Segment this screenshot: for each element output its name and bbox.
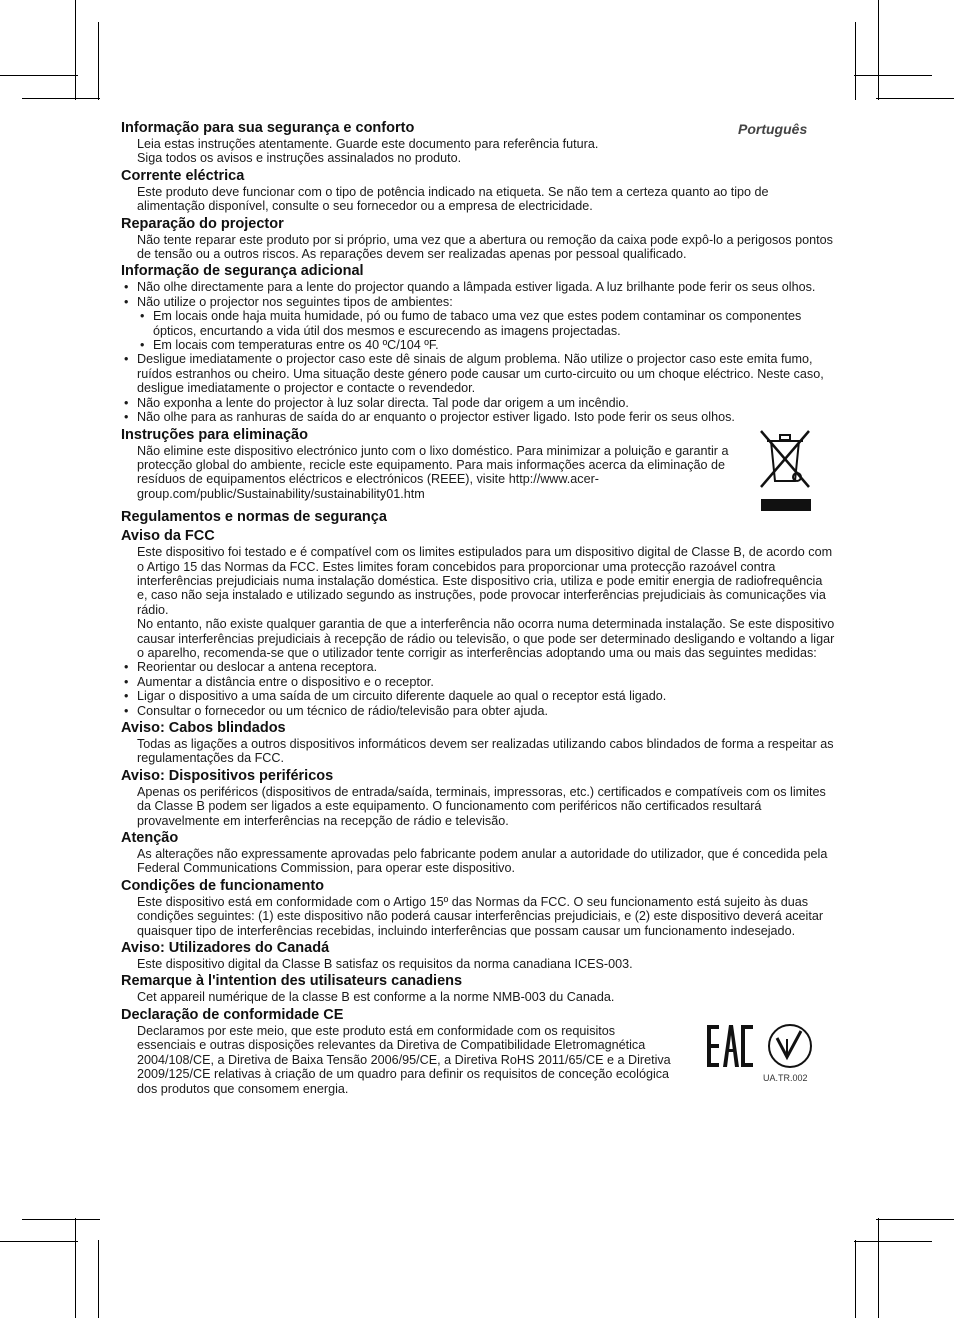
list-item: • Consultar o fornecedor ou um técnico de rádio/televisão para obter ajuda. bbox=[121, 704, 835, 718]
section-caution bbox=[121, 830, 835, 876]
list-item: • Não olhe directamente para a lente do projector quando a lâmpada estiver ligada. A luz brilhante pode ferir os seus olhos. bbox=[121, 280, 835, 294]
list-item: • Ligar o dispositivo a uma saída de um circuito diferente daquele ao qual o receptor está ligado. bbox=[121, 689, 835, 703]
section-title: Aviso: Dispositivos periféricos bbox=[121, 767, 334, 784]
section-shielded-cables bbox=[121, 720, 835, 766]
section-peripherals bbox=[121, 768, 835, 828]
paragraph: Siga todos os avisos e instruções assinalados no produto. bbox=[137, 151, 462, 166]
section-title: Remarque à l'intention des utilisateurs canadiens bbox=[121, 973, 463, 990]
crop-mark bbox=[0, 75, 78, 76]
list-item: • Não olhe para as ranhuras de saída do ar enquanto o projector estiver ligado. Isto pode ferir os seus olhos. bbox=[121, 410, 835, 424]
crop-mark bbox=[75, 1218, 76, 1318]
paragraph: Declaramos por este meio, que este produto está em conformidade com os requisitos essenciais e outras disposições relevantes da Diretiva de Compatibilidade Eletromagnética 2004/108/CE, a Diretiva de Baixa Tensão 2006/95/CE, a Diretiva RoHS 2011/65/CE e a Diretiva 2009/125/CE relativas à criação de um quadro para definir os requisitos de conceção ecológica dos produtos que consomem energia. bbox=[137, 1023, 671, 1096]
crop-mark bbox=[22, 1219, 100, 1220]
section-additional-safety bbox=[121, 263, 835, 424]
bullet-list bbox=[121, 280, 835, 424]
paragraph: No entanto, não existe qualquer garantia de que a interferência não ocorra numa determinada instalação. Se este dispositivo causar interferências prejudiciais à recepção de rádio ou televisão, o que pode ser determinado desligando e voltando a ligar o aparelho, recomenda-se que o utilizador tente corrigir as interferências adoptando uma ou mais das seguintes medidas: bbox=[137, 617, 835, 660]
ua-conformity-mark-icon bbox=[767, 1023, 813, 1069]
section-title: Informação de segurança adicional bbox=[121, 263, 364, 280]
paragraph: Todas as ligações a outros dispositivos informáticos devem ser realizadas utilizando cabos blindados de forma a respeitar as regulamentações da FCC. bbox=[137, 737, 834, 766]
document-body bbox=[121, 118, 835, 1096]
crop-mark bbox=[98, 22, 99, 100]
list-item: • Reorientar ou deslocar a antena receptora. bbox=[121, 660, 835, 674]
crop-mark bbox=[22, 98, 100, 99]
list-item: • Não exponha a lente do projector à luz solar directa. Tal pode dar origem a um incêndio. bbox=[121, 396, 835, 410]
weee-crossed-bin-icon bbox=[757, 427, 813, 513]
section-title: Reparação do projector bbox=[121, 215, 284, 232]
list-item: • Não utilize o projector nos seguintes tipos de ambientes: bbox=[121, 295, 835, 309]
paragraph: Este dispositivo digital da Classe B satisfaz os requisitos da norma canadiana ICES-003. bbox=[137, 957, 633, 972]
section-ce-declaration bbox=[121, 1007, 835, 1096]
crop-mark bbox=[0, 1241, 78, 1242]
bullet-list bbox=[121, 660, 835, 718]
crop-mark bbox=[98, 1240, 99, 1318]
section-title: Aviso da FCC bbox=[121, 528, 215, 545]
section-title: Instruções para eliminação bbox=[121, 426, 308, 443]
crop-mark bbox=[876, 98, 954, 99]
section-repair bbox=[121, 216, 835, 262]
section-title: Informação para sua segurança e conforto bbox=[121, 120, 415, 136]
section-canada bbox=[121, 940, 835, 971]
section-safety bbox=[121, 120, 835, 166]
section-power bbox=[121, 168, 835, 214]
section-title: Regulamentos e normas de segurança bbox=[121, 509, 387, 526]
paragraph: Não elimine este dispositivo electrónico junto com o lixo doméstico. Para minimizar a poluição e garantir a protecção global do ambiente, recicle este equipamento. Para mais informações acerca da eliminação de resíduos de equipamentos eléctricos e electrónicos (REEE), visite http://www.acer-group.com/public/Sustainability/sustainability01.htm bbox=[137, 443, 729, 501]
section-title: Atenção bbox=[121, 830, 179, 847]
crop-mark bbox=[854, 1241, 932, 1242]
section-disposal bbox=[121, 427, 835, 502]
crop-mark bbox=[876, 1219, 954, 1220]
paragraph: Cet appareil numérique de la classe B est conforme a la norme NMB-003 du Canada. bbox=[137, 990, 615, 1005]
paragraph: Este produto deve funcionar com o tipo de potência indicado na etiqueta. Se não tem a certeza quanto ao tipo de alimentação disponível, consulte o seu fornecedor ou a empresa de electricidade. bbox=[137, 184, 769, 214]
list-item: • Em locais com temperaturas entre os 40 ºC/104 ºF. bbox=[121, 338, 835, 352]
section-title: Declaração de conformidade CE bbox=[121, 1006, 344, 1023]
paragraph: Apenas os periféricos (dispositivos de entrada/saída, terminais, impressoras, etc.) certificados e compatíveis com os limites da Classe B podem ser ligados a este equipamento. O funcionamento com periféricos não certificados resultará provavelmente em interferências na recepção de rádio e televisão. bbox=[137, 784, 826, 828]
ua-mark-label: UA.TR.002 bbox=[763, 1072, 808, 1083]
list-item: • Desligue imediatamente o projector caso este dê sinais de algum problema. Não utilize o projector caso este emita fumo, ruídos estranhos ou cheiro. Uma situação deste género pode causar um curto-circuito ou um choque eléctrico. Neste caso, desligue imediatamente o projector e contacte o revendedor. bbox=[121, 352, 835, 395]
eac-mark-icon bbox=[705, 1021, 755, 1071]
section-title: Aviso: Cabos blindados bbox=[121, 720, 286, 736]
crop-mark bbox=[878, 1218, 879, 1318]
paragraph: Leia estas instruções atentamente. Guarde este documento para referência futura. bbox=[137, 137, 599, 151]
section-fcc bbox=[121, 528, 835, 718]
section-title: Corrente eléctrica bbox=[121, 167, 245, 184]
crop-mark bbox=[878, 0, 879, 100]
crop-mark bbox=[855, 22, 856, 100]
crop-mark bbox=[855, 1240, 856, 1318]
paragraph: Não tente reparar este produto por si próprio, uma vez que a abertura ou remoção da caixa pode expô-lo a perigosos pontos de tensão ou a outros riscos. As reparações devem ser realizadas apenas por pessoal qualificado. bbox=[137, 232, 833, 262]
section-canada-fr bbox=[121, 973, 835, 1004]
paragraph: Este dispositivo foi testado e é compatível com os limites estipulados para um dispositivo digital de Classe B, de acordo com o Artigo 15 das Normas da FCC. Estes limites foram concebidos para proporcionar uma protecção razoável contra interferências prejudiciais numa instalação doméstica. Este dispositivo cria, utiliza e pode emitir energia de radiofrequência e, caso não seja instalado e utilizado segundo as instruções, pode provocar interferências prejudiciais às comunicações via rádio. bbox=[137, 545, 833, 617]
paragraph: Este dispositivo está em conformidade com o Artigo 15º das Normas da FCC. O seu funcionamento está sujeito às duas condições seguintes: (1) este dispositivo não poderá causar interferências prejudiciais, e (2) este dispositivo deverá aceitar quaisquer tipo de interferências recebidas, incluindo interferências que possam causar um funcionamento indesejado. bbox=[137, 894, 824, 938]
section-title: Aviso: Utilizadores do Canadá bbox=[121, 940, 330, 957]
list-item: • Aumentar a distância entre o dispositivo e o receptor. bbox=[121, 675, 835, 689]
language-label: Português bbox=[738, 121, 808, 137]
paragraph: As alterações não expressamente aprovadas pelo fabricante podem anular a autoridade do utilizador, que é concedida pela Federal Communications Commission, para operar este dispositivo. bbox=[137, 847, 828, 876]
section-title: Condições de funcionamento bbox=[121, 877, 325, 894]
list-item: • Em locais onde haja muita humidade, pó ou fumo de tabaco uma vez que estes podem contaminar os componentes ópticos, encurtando a vida útil dos mesmos e escurecendo as imagens projectadas. bbox=[121, 309, 835, 338]
certification-marks bbox=[705, 1015, 825, 1083]
crop-mark bbox=[854, 75, 932, 76]
section-operating-conditions bbox=[121, 878, 835, 938]
crop-mark bbox=[75, 0, 76, 100]
